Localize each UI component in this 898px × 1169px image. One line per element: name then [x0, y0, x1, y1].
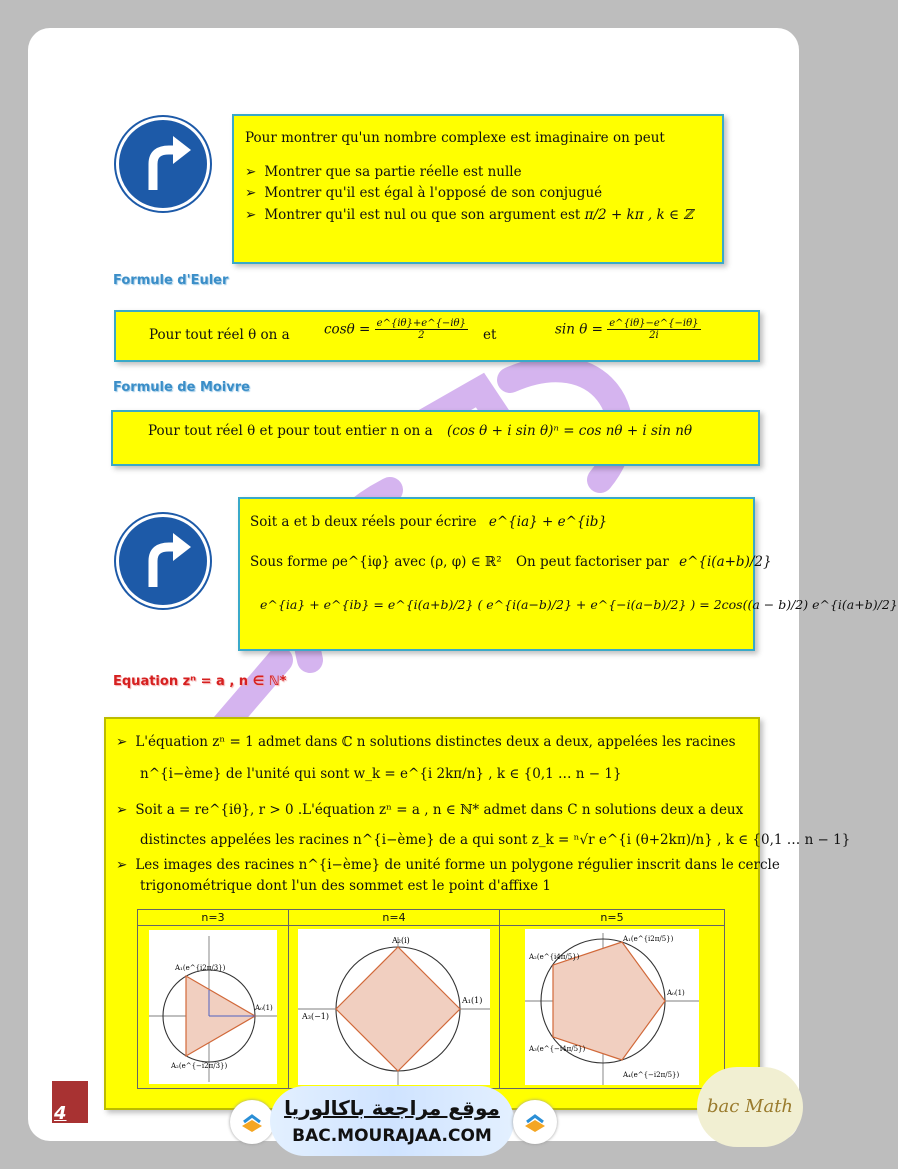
tip2-line2 — [250, 554, 772, 570]
table-header-n5: n=5 — [500, 910, 725, 926]
fig3-a1: A₁(e^{i2π/3}) — [175, 964, 226, 972]
eq-bullet-1a: ➢ L'équation zⁿ = 1 admet dans ℂ n solutions distinctes deux a deux, appelées les racines — [116, 734, 736, 750]
book-logo-icon — [230, 1100, 274, 1144]
fig4-a1: A₁(1) — [462, 996, 483, 1005]
fig3-a0: A₀(1) — [255, 1004, 273, 1012]
fig4-a2: A₂(i) — [392, 936, 410, 945]
euler-cos-den: 2 — [418, 330, 425, 341]
tip2-line2-b: On peut factoriser par — [515, 554, 669, 570]
moivre-formula: (cos θ + i sin θ)ⁿ = cos nθ + i sin nθ — [447, 423, 693, 439]
euler-heading: Formule d'Euler — [113, 273, 229, 288]
tip2-line1-text: Soit a et b deux réels pour écrire — [250, 514, 477, 530]
tip2-line1-formula: e^{ia} + e^{ib} — [488, 514, 608, 530]
tip-item-3-formula: π/2 + kπ , k ∈ ℤ — [584, 207, 694, 223]
euler-box — [114, 310, 760, 362]
fig5-a3: A₃(e^{−i4π/5}) — [529, 1045, 586, 1053]
moivre-box — [111, 410, 760, 466]
eq-bullet-3a: ➢ Les images des racines n^{i−ème} de unité forme un polygone régulier inscrit dans le cercle — [116, 857, 780, 873]
figure-cell-n5 — [500, 926, 725, 1089]
eq-bullet-2b: distinctes appelées les racines n^{i−ème} de a qui sont z_k = ⁿ√r e^{i (θ+2kπ)/n} , k ∈ {0,1 … n − 1} — [140, 832, 851, 848]
fig5-a2: A₂(e^{i4π/5}) — [529, 953, 580, 961]
fig5-a1: A₁(e^{i2π/5}) — [623, 935, 674, 943]
table-header-n3: n=3 — [138, 910, 289, 926]
eq-bullet-2a: ➢ Soit a = re^{iθ}, r > 0 .L'équation zⁿ = a , n ∈ ℕ* admet dans C n solutions deux a deux — [116, 802, 743, 818]
roots-table — [137, 909, 725, 1089]
euler-et: et — [483, 327, 497, 343]
site-name-arabic: موقع مراجعة باكالوريا — [284, 1096, 500, 1120]
tip-item-3 — [245, 207, 693, 223]
fig5-a0: A₀(1) — [667, 989, 685, 997]
moivre-text: Pour tout réel θ et pour tout entier n on a — [148, 423, 433, 439]
turn-right-sign-icon — [116, 117, 210, 211]
euler-sin-den: 2i — [649, 330, 659, 341]
fig4-a3: A₃(−1) — [302, 1012, 330, 1021]
eq-bullet-3b: trigonométrique dont l'un des sommet est le point d'affixe 1 — [140, 878, 552, 894]
euler-sin-num: e^{iθ}−e^{−iθ} — [609, 318, 699, 329]
figure-cell-n3 — [138, 926, 289, 1089]
euler-text: Pour tout réel θ on a — [149, 327, 290, 343]
euler-sin-lhs: sin θ = — [555, 321, 603, 338]
figure-cell-n4 — [289, 926, 500, 1089]
tip-box-factorise — [238, 497, 898, 651]
equation-heading: Equation zⁿ = a , n ∈ ℕ* — [113, 674, 287, 689]
table-header-n4: n=4 — [289, 910, 500, 926]
figure-n3 — [149, 930, 277, 1084]
tip-box-imaginary — [232, 114, 724, 264]
euler-cos-lhs: cosθ = — [324, 321, 371, 338]
tip2-line1 — [250, 514, 607, 530]
euler-cos-num: e^{iθ}+e^{−iθ} — [376, 318, 466, 329]
tip2-line2-a: Sous forme ρe^{iφ} avec (ρ, φ) ∈ ℝ² — [250, 554, 502, 570]
site-url[interactable]: BAC.MOURAJAA.COM — [292, 1126, 492, 1146]
tip-title: Pour montrer qu'un nombre complexe est imaginaire on peut — [245, 130, 665, 146]
figure-n5 — [525, 929, 699, 1085]
tip2-line3: e^{ia} + e^{ib} = e^{i(a+b)/2} ( e^{i(a−b)/2} + e^{−i(a−b)/2} ) = 2cos((a − b)/2) e^{i(a+b)/2} — [260, 597, 898, 612]
book-logo-icon — [513, 1100, 557, 1144]
turn-right-sign-icon — [116, 514, 210, 608]
eq-bullet-1b: n^{i−ème} de l'unité qui sont w_k = e^{i 2kπ/n} , k ∈ {0,1 … n − 1} — [140, 766, 622, 782]
page-number: 4 — [52, 1081, 88, 1123]
tip2-line2-formula: e^{i(a+b)/2} — [679, 554, 772, 570]
fig3-a2: A₂(e^{−i2π/3}) — [171, 1062, 228, 1070]
figure-n4 — [298, 929, 490, 1085]
brand-logo: bac Math — [697, 1067, 803, 1147]
fig5-a4: A₄(e^{−i2π/5}) — [623, 1071, 680, 1079]
site-banner[interactable] — [270, 1086, 514, 1156]
tip-item-1: ➢ Montrer que sa partie réelle est nulle — [245, 164, 522, 180]
euler-cos — [324, 318, 468, 341]
euler-sin — [555, 318, 701, 341]
tip-item-2: ➢ Montrer qu'il est égal à l'opposé de son conjugué — [245, 185, 602, 201]
moivre-heading: Formule de Moivre — [113, 380, 250, 395]
tip-item-3-text: ➢ Montrer qu'il est nul ou que son argument est — [245, 207, 580, 223]
